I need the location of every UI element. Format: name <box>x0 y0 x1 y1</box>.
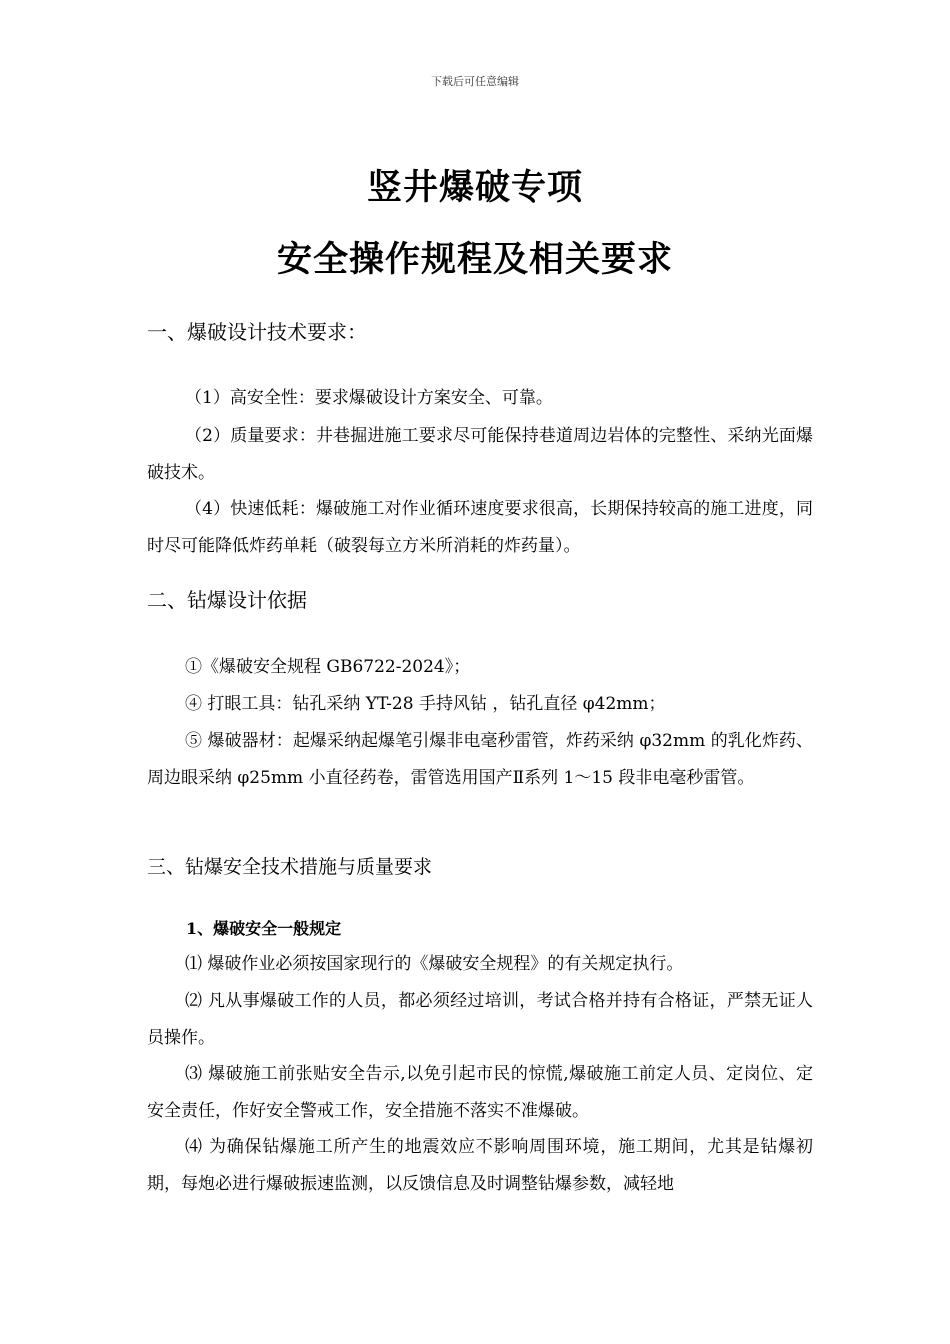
section-1-item-1: （1）高安全性：要求爆破设计方案安全、可靠。 <box>185 388 553 408</box>
section-1-heading: 一、爆破设计技术要求： <box>147 320 367 344</box>
section-2-item-2: ④ 打眼工具：钻孔采纳 YT-28 手持风钻 ，钻孔直径 φ42mm； <box>185 694 666 714</box>
section-1-item-3: （4）快速低耗：爆破施工对作业循环速度要求很高，长期保持较高的施工进度，同时尽可能降低炸药单耗（破裂每立方米所消耗的炸药量）。 <box>147 499 813 556</box>
section-3-subheading: 1、爆破安全一般规定 <box>186 919 342 938</box>
section-2-heading: 二、钻爆设计依据 <box>147 588 307 612</box>
section-3-item-4: ⑷ 为确保钻爆施工所产生的地震效应不影响周围环境，施工期间，尤其是钻爆初期，每炮必进行爆破振速监测，以反馈信息及时调整钻爆参数，减轻地 <box>147 1137 813 1194</box>
document-title-line-2: 安全操作规程及相关要求 <box>276 240 673 280</box>
document-title-line-1: 竖井爆破专项 <box>366 168 583 208</box>
section-3-item-3: ⑶ 爆破施工前张贴安全告示,以免引起市民的惊慌,爆破施工前定人员、定岗位、定安全责任，作好安全警戒工作，安全措施不落实不准爆破。 <box>147 1064 813 1121</box>
section-3-heading: 三、钻爆安全技术措施与质量要求 <box>147 856 433 878</box>
section-3-item-1: ⑴ 爆破作业必须按国家现行的《爆破安全规程》的有关规定执行。 <box>185 954 684 974</box>
section-2-item-3: ⑤ 爆破器材：起爆采纳起爆笔引爆非电毫秒雷管，炸药采纳 φ32mm 的乳化炸药、周边眼采纳 φ25mm 小直径药卷，雷管选用国产Ⅱ系列 1～15 段非电毫秒雷管。 <box>147 731 813 788</box>
section-2-item-1: ①《爆破安全规程 GB6722-2024》； <box>185 657 471 677</box>
section-1-item-2: （2）质量要求：井巷掘进施工要求尽可能保持巷道周边岩体的完整性、采纳光面爆破技术。 <box>147 426 813 483</box>
header-note: 下载后可任意编辑 <box>431 75 519 88</box>
section-3-item-2: ⑵ 凡从事爆破工作的人员，都必须经过培训，考试合格并持有合格证，严禁无证人员操作。 <box>147 991 813 1048</box>
